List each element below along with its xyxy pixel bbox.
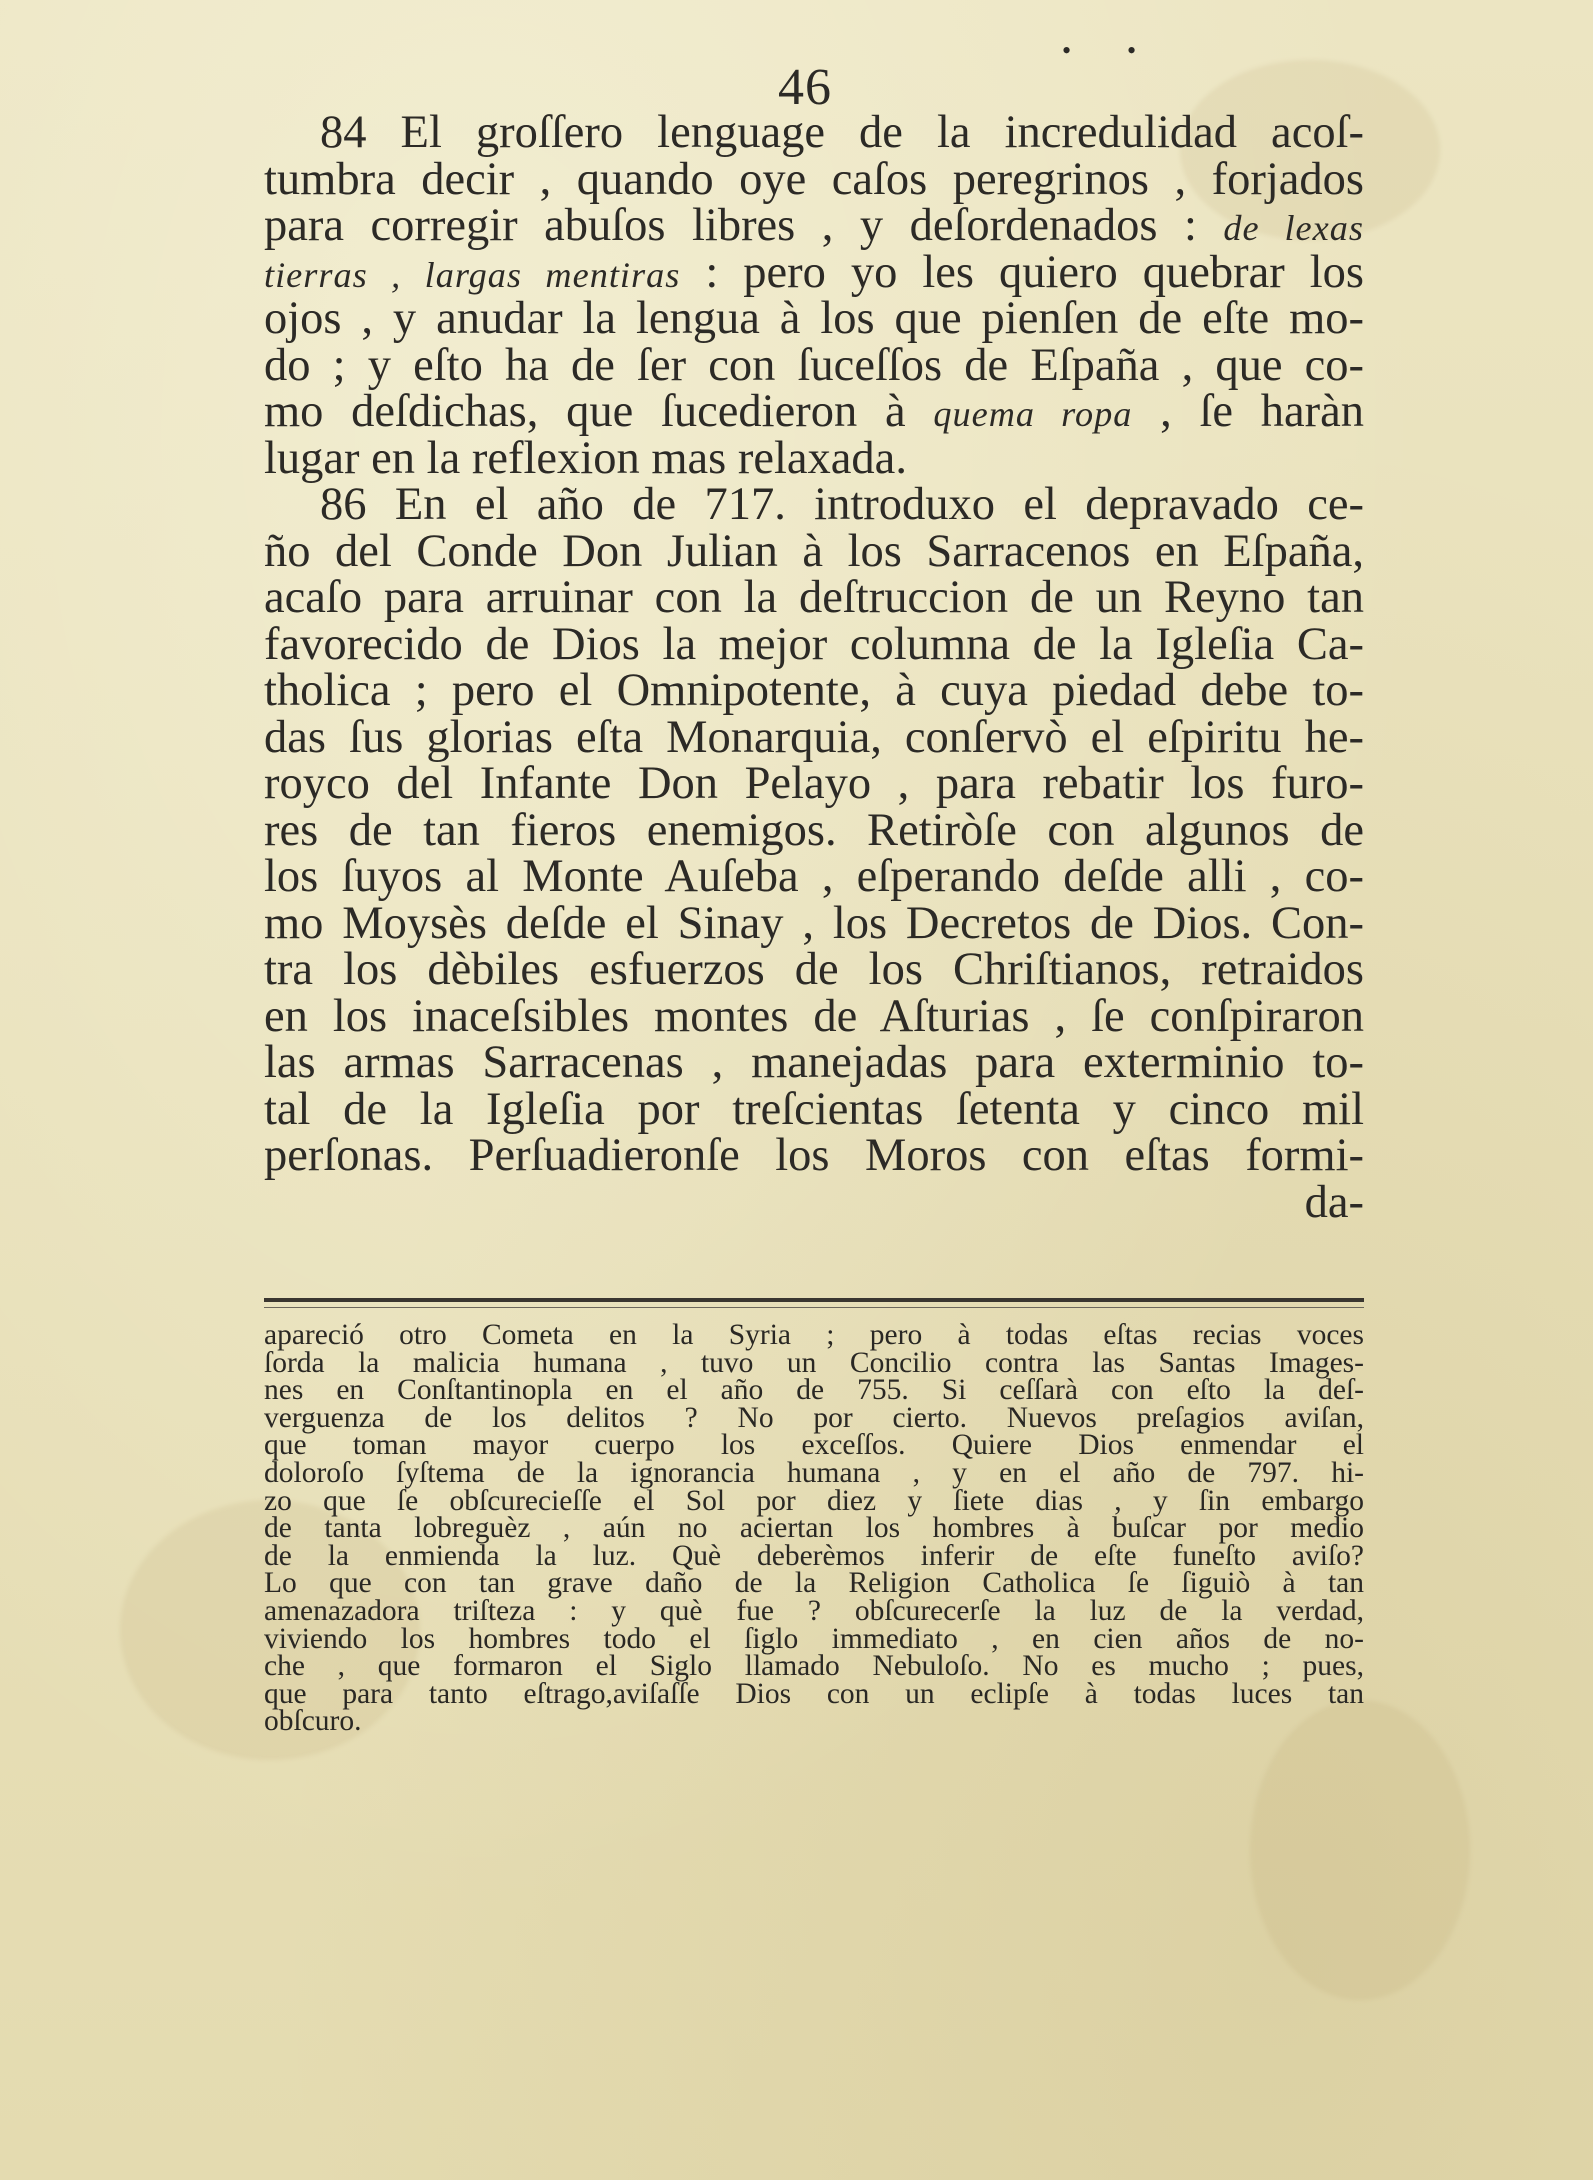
text-fragment: : pero yo les quiero quebrar los <box>680 246 1364 298</box>
text-line: royco del Infante Don Pelayo , para rebatir los furo- <box>264 758 1364 809</box>
text-line: 84 El groſſero lenguage de la incredulidad acoſ- <box>320 107 1364 158</box>
footnote-line: verguenza de los delitos ? No por cierto. Nuevos preſagios aviſan, <box>264 1401 1364 1434</box>
footnote-line: de la enmienda la luz. Què deberèmos inferir de eſte funeſto aviſo? <box>264 1539 1364 1572</box>
text-line: tholica ; pero el Omnipotente, à cuya piedad debe to- <box>264 665 1364 716</box>
ink-speck: • <box>1062 36 1072 65</box>
footnote-divider-thin <box>264 1307 1364 1308</box>
page-number: 46 <box>778 59 832 116</box>
text-line: 86 En el año de 717. introduxo el depravado ce- <box>320 479 1364 530</box>
paper-stain <box>1250 1700 1470 2000</box>
footnote-line: obſcuro. <box>264 1705 362 1738</box>
text-line: ño del Conde Don Julian à los Sarracenos en Eſpaña, <box>264 525 1364 577</box>
text-fragment: , ſe haràn <box>1160 386 1365 437</box>
text-line: tumbra decir , quando oye caſos peregrinos , forjados <box>264 153 1364 205</box>
text-line: tra los dèbiles esfuerzos de los Chriſtianos, retraidos <box>264 944 1364 995</box>
footnote-line: amenazadora triſteza : y què fue ? obſcurecerſe la luz de la verdad, <box>264 1594 1364 1627</box>
footnote-line: doloroſo ſyſtema de la ignorancia humana , y en el año de 797. hi- <box>264 1456 1364 1489</box>
text-line <box>264 200 1364 251</box>
text-line: tal de la Igleſia por treſcientas ſetenta y cinco mil <box>264 1083 1364 1135</box>
footnote-line: Lo que con tan grave daño de la Religion Catholica ſe ſiguiò à tan <box>264 1567 1364 1600</box>
footnote-line: nes en Conſtantinopla en el año de 755. Si ceſſarà con eſto la deſ- <box>264 1374 1364 1407</box>
footnote-line: zo que ſe obſcurecieſſe el Sol por diez y ſiete dias , y ſin embargo <box>264 1484 1364 1517</box>
italic-phrase: tierras , largas mentiras <box>264 254 681 295</box>
italic-phrase: quema ropa <box>933 394 1133 434</box>
footnote-divider <box>264 1298 1364 1302</box>
footnote-block <box>264 1319 1364 1738</box>
footnote-line: apareció otro Cometa en la Syria ; pero à todas eſtas recias voces <box>264 1319 1364 1351</box>
catchword: da- <box>1304 1176 1364 1228</box>
text-line: das ſus glorias eſta Monarquia, conſervò el eſpiritu he- <box>264 711 1364 763</box>
text-line: perſonas. Perſuadieronſe los Moros con eſtas formi- <box>264 1130 1364 1181</box>
footnote-line: ſorda la malicia humana , tuvo un Concilio contra las Santas Images- <box>264 1346 1364 1379</box>
footnote-line: de tanta lobreguèz , aún no aciertan los hombres à buſcar por medio <box>264 1512 1364 1545</box>
text-line: los ſuyos al Monte Auſeba , eſperando deſde alli , co- <box>264 851 1364 902</box>
text-line: do ; y eſto ha de ſer con ſuceſſos de Eſpaña , que co- <box>264 339 1364 391</box>
text-line <box>264 246 1364 298</box>
text-line <box>264 386 1365 437</box>
text-line: acaſo para arruinar con la deſtruccion de un Reyno tan <box>264 572 1364 623</box>
text-line: ojos , y anudar la lengua à los que pienſen de eſte mo- <box>264 293 1364 344</box>
text-line: mo Moysès deſde el Sinay , los Decretos de Dios. Con- <box>264 897 1364 949</box>
text-line: favorecido de Dios la mejor columna de la Igleſia Ca- <box>264 618 1364 670</box>
main-text-block <box>264 107 1365 1228</box>
text-fragment: mo deſdichas, que ſucedieron à <box>264 386 906 437</box>
footnote-line: que toman mayor cuerpo los exceſſos. Quiere Dios enmendar el <box>264 1429 1364 1462</box>
text-line: res de tan fieros enemigos. Retiròſe con algunos de <box>264 804 1364 856</box>
footnote-line: che , que formaron el Siglo llamado Nebuloſo. No es mucho ; pues, <box>264 1650 1364 1683</box>
footnote-line: que para tanto eſtrago,aviſaſſe Dios con un eclipſe à todas luces tan <box>264 1677 1364 1710</box>
text-line: en los inaceſsibles montes de Aſturias , ſe conſpiraron <box>264 990 1364 1042</box>
text-fragment: para corregir abuſos libres , y deſordenados : <box>264 200 1197 251</box>
text-line: lugar en la reflexion mas relaxada. <box>264 432 907 484</box>
italic-phrase: de lexas <box>1223 208 1364 248</box>
text-line: las armas Sarracenas , manejadas para exterminio to- <box>264 1037 1364 1088</box>
ink-speck: • <box>1127 36 1137 65</box>
footnote-line: viviendo los hombres todo el ſiglo immediato , en cien años de no- <box>264 1622 1364 1655</box>
